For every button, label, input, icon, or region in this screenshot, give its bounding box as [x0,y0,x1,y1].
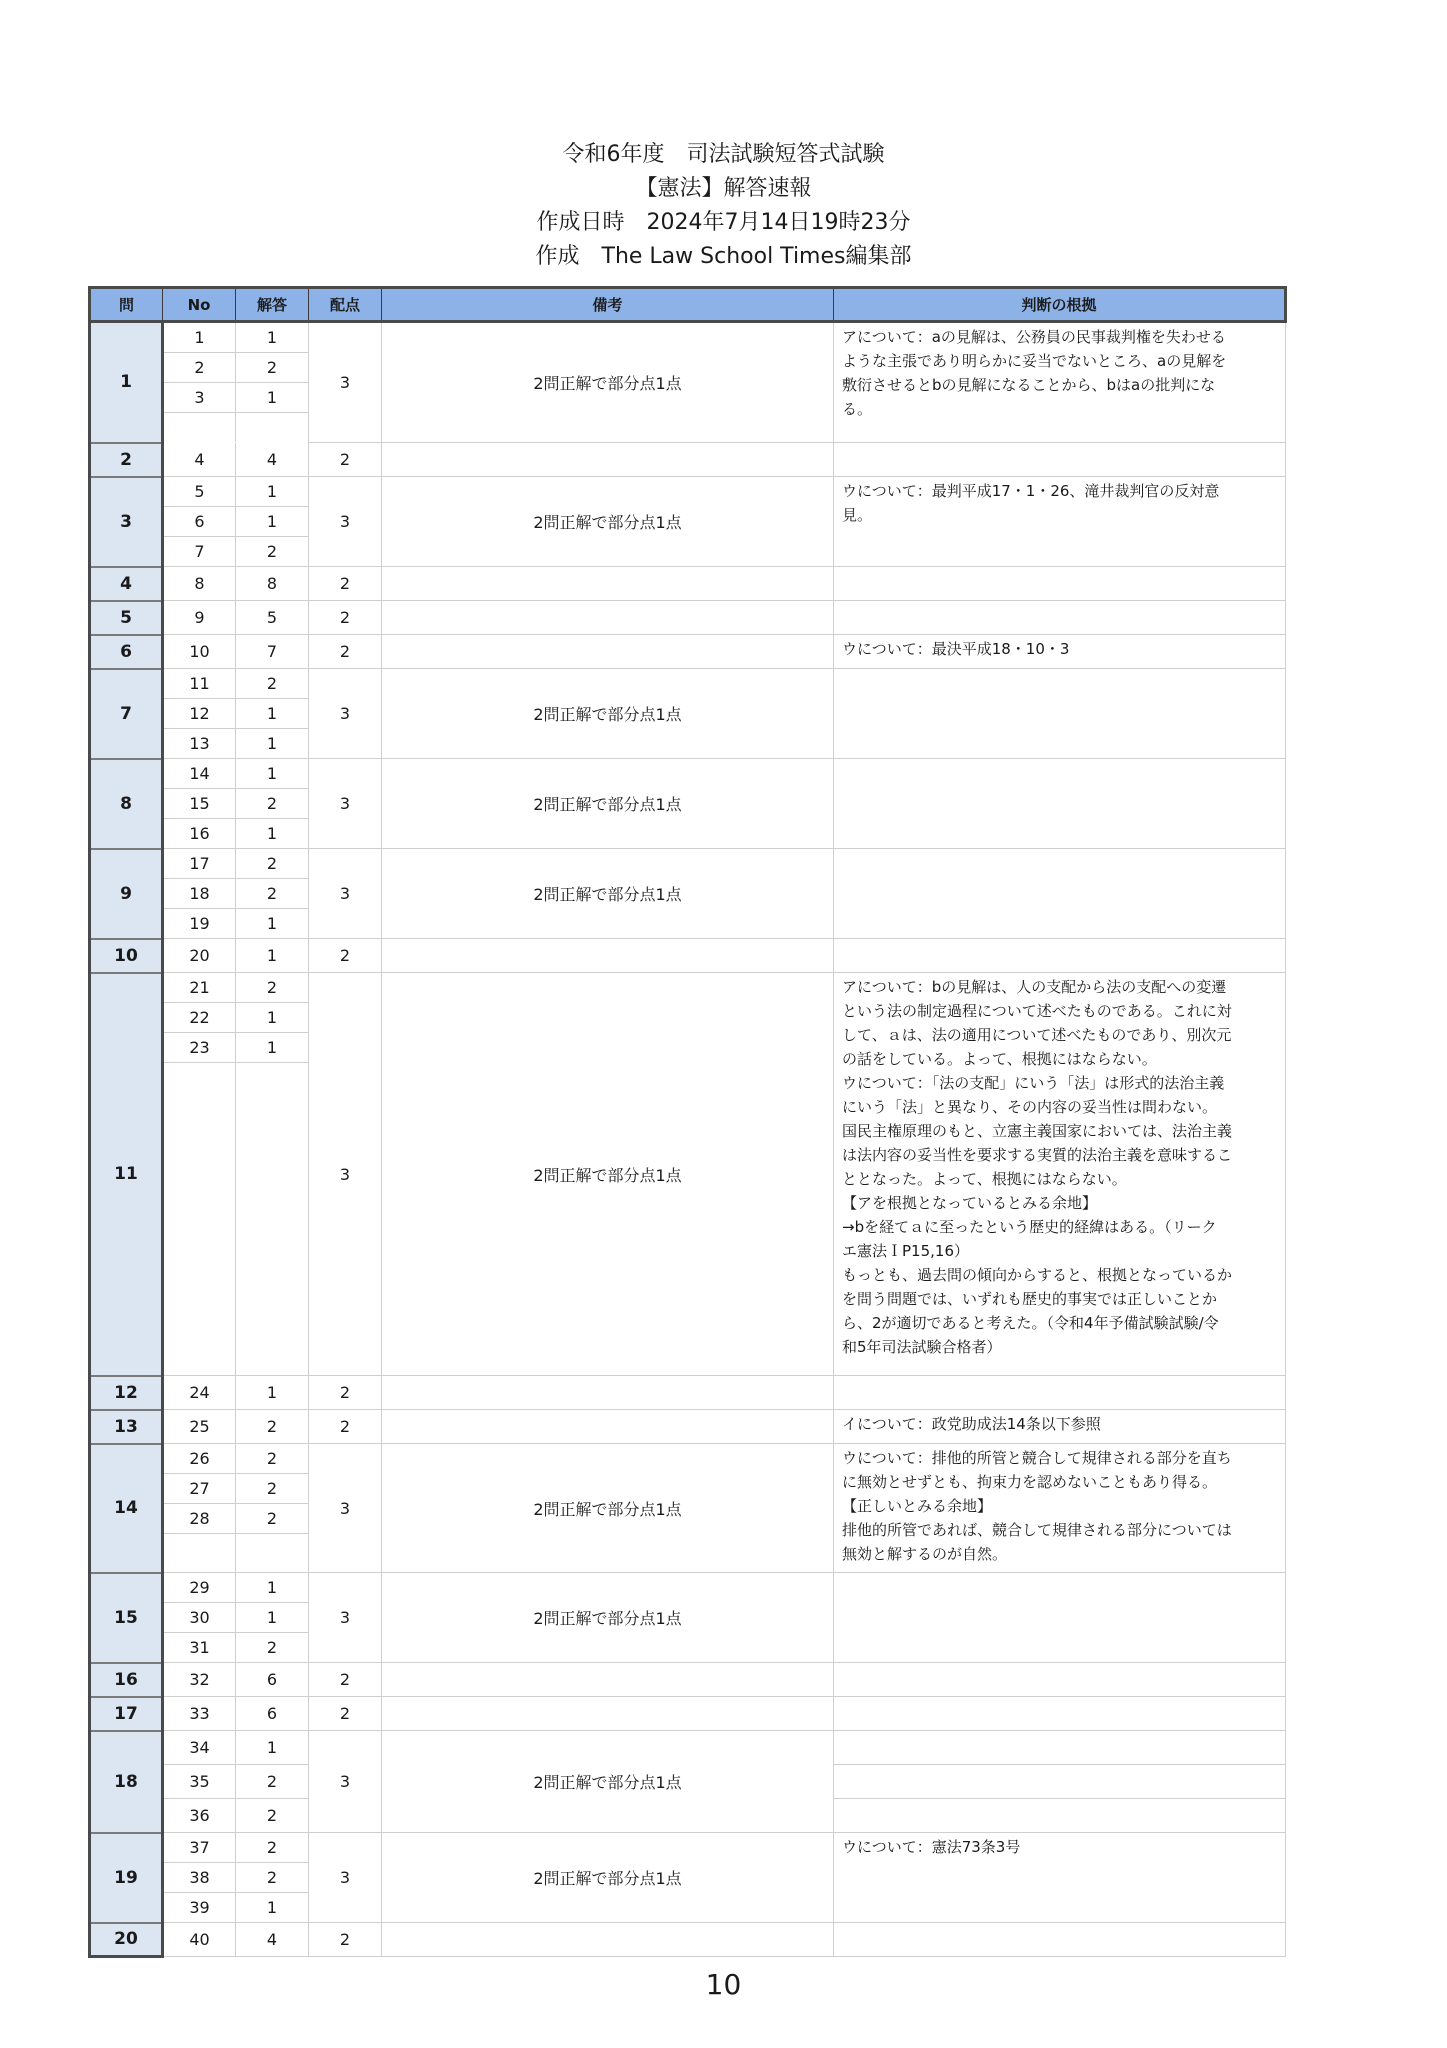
item-remarks: 2問正解で部分点1点 [382,1731,834,1833]
table-row [90,1444,1286,1474]
item-answer: 1 [236,322,309,353]
item-answer: 1 [236,939,309,973]
spacer-cell [236,413,309,443]
spacer-cell [236,1063,309,1376]
reason-line: という法の制定過程について述べたものである。これに対 [842,1002,1232,1020]
item-reason [834,1376,1286,1410]
item-no: 13 [163,729,236,759]
item-reason [834,443,1286,477]
item-score: 2 [309,939,382,973]
question-number: 6 [90,635,163,669]
item-score: 3 [309,322,382,443]
item-score: 3 [309,849,382,939]
item-remarks [382,1697,834,1731]
item-reason [834,759,1286,849]
reason-line: アについて：bの見解は、人の支配から法の支配への変遷 [842,978,1227,996]
question-number: 11 [90,973,163,1376]
question-number: 13 [90,1410,163,1444]
item-reason [834,1573,1286,1663]
table-row [90,1573,1286,1603]
item-no: 38 [163,1863,236,1893]
question-number: 7 [90,669,163,759]
question-number: 8 [90,759,163,849]
item-remarks [382,567,834,601]
table-header-row [90,288,1286,322]
page-number: 10 [705,1968,742,2001]
item-answer: 4 [236,443,309,477]
item-remarks [382,939,834,973]
table-row [90,567,1286,601]
item-answer: 2 [236,1799,309,1833]
item-reason [834,567,1286,601]
item-no: 2 [163,353,236,383]
item-answer: 1 [236,1003,309,1033]
item-reason [834,1765,1286,1799]
item-no: 19 [163,909,236,939]
item-no: 39 [163,1893,236,1923]
item-answer: 1 [236,507,309,537]
item-answer: 2 [236,1863,309,1893]
item-no: 12 [163,699,236,729]
item-no: 10 [163,635,236,669]
reason-line: は法内容の妥当性を要求する実質的法治主義を意味するこ [842,1146,1233,1164]
item-no: 15 [163,789,236,819]
item-answer: 2 [236,789,309,819]
item-score: 2 [309,443,382,477]
item-no: 20 [163,939,236,973]
item-reason [834,1799,1286,1833]
table-row [90,1833,1286,1863]
col-remarks: 備考 [382,288,834,322]
item-answer: 2 [236,669,309,699]
item-no: 16 [163,819,236,849]
reason-line: 国民主権原理のもと、立憲主義国家においては、法治主義 [842,1122,1233,1140]
item-remarks: 2問正解で部分点1点 [382,973,834,1376]
reason-line: を問う問題では、いずれも歴史的事実では正しいことか [842,1290,1218,1308]
reason-line: アについて：aの見解は、公務員の民事裁判権を失わせる [842,328,1226,346]
item-remarks: 2問正解で部分点1点 [382,759,834,849]
subject-title: 【憲法】解答速報 [635,176,812,201]
item-score: 2 [309,1376,382,1410]
item-no: 24 [163,1376,236,1410]
item-remarks [382,443,834,477]
created-datetime: 作成日時 2024年7月14日19時23分 [536,210,911,235]
item-no: 1 [163,322,236,353]
item-reason [834,635,1286,669]
question-number: 2 [90,443,163,477]
question-number: 10 [90,939,163,973]
item-no: 34 [163,1731,236,1765]
item-reason [834,477,1286,567]
table-row [90,1663,1286,1697]
item-answer: 5 [236,601,309,635]
author: 作成 The Law School Times編集部 [535,244,912,269]
col-score: 配点 [309,288,382,322]
answer-table [88,286,1287,1958]
item-answer: 4 [236,1923,309,1957]
table-row [90,759,1286,789]
item-score: 2 [309,1923,382,1957]
item-answer: 1 [236,909,309,939]
item-answer: 2 [236,973,309,1003]
item-answer: 6 [236,1697,309,1731]
table-row [90,1410,1286,1444]
item-no: 7 [163,537,236,567]
item-answer: 2 [236,1833,309,1863]
item-no: 37 [163,1833,236,1863]
table-row [90,601,1286,635]
item-reason [834,669,1286,759]
table-row [90,322,1286,353]
item-answer: 8 [236,567,309,601]
table-row [90,1376,1286,1410]
question-number: 15 [90,1573,163,1663]
item-reason [834,601,1286,635]
col-question: 問 [90,288,163,322]
item-answer: 1 [236,1573,309,1603]
item-no: 40 [163,1923,236,1957]
question-number: 17 [90,1697,163,1731]
item-answer: 2 [236,1633,309,1663]
reason-line: ととなった。よって、根拠にはならない。 [842,1170,1127,1188]
item-reason [834,973,1286,1376]
question-number: 5 [90,601,163,635]
item-no: 25 [163,1410,236,1444]
item-no: 14 [163,759,236,789]
reason-line: して、ａは、法の適用について述べたものであり、別次元 [842,1026,1232,1044]
item-remarks [382,1376,834,1410]
item-reason [834,1444,1286,1573]
item-no: 33 [163,1697,236,1731]
table-row [90,939,1286,973]
item-no: 21 [163,973,236,1003]
item-answer: 1 [236,819,309,849]
reason-line: る。 [842,400,873,418]
reason-line: 敷衍させるとbの見解になることから、bはaの批判にな [842,376,1216,394]
item-answer: 2 [236,1765,309,1799]
item-remarks [382,601,834,635]
reason-line: イについて：政党助成法14条以下参照 [842,1415,1101,1433]
item-reason [834,1410,1286,1444]
item-answer: 2 [236,1474,309,1504]
reason-line: の話をしている。よって、根拠にはならない。 [842,1050,1157,1068]
item-no: 18 [163,879,236,909]
item-remarks: 2問正解で部分点1点 [382,669,834,759]
item-score: 3 [309,669,382,759]
item-answer: 2 [236,849,309,879]
item-no: 30 [163,1603,236,1633]
item-answer: 2 [236,879,309,909]
item-answer: 1 [236,1893,309,1923]
item-answer: 1 [236,1033,309,1063]
spacer-cell [163,1534,236,1573]
item-score: 3 [309,1731,382,1833]
item-score: 3 [309,759,382,849]
question-number: 3 [90,477,163,567]
item-score: 2 [309,601,382,635]
item-answer: 2 [236,1444,309,1474]
item-reason [834,322,1286,443]
reason-line: ウについて：最判平成17・1・26、滝井裁判官の反対意 [842,482,1220,500]
question-number: 16 [90,1663,163,1697]
item-no: 28 [163,1504,236,1534]
reason-line: ら、2が適切であると考えた。（令和4年予備試験試験/令 [842,1314,1219,1332]
item-answer: 1 [236,383,309,413]
reason-line: ウについて：憲法73条3号 [842,1838,1021,1856]
reason-line: エ憲法ＩP15,16） [842,1242,969,1260]
item-score: 3 [309,1444,382,1573]
item-no: 27 [163,1474,236,1504]
item-reason [834,939,1286,973]
reason-line: ウについて：排他的所管と競合して規律される部分を直ち [842,1449,1232,1467]
item-no: 29 [163,1573,236,1603]
reason-line: ウについて：最決平成18・10・3 [842,640,1070,658]
item-no: 11 [163,669,236,699]
item-score: 3 [309,973,382,1376]
table-row [90,1731,1286,1765]
item-score: 2 [309,1410,382,1444]
item-remarks [382,1410,834,1444]
item-no: 5 [163,477,236,507]
question-number: 19 [90,1833,163,1923]
reason-line: にいう「法」と異なり、その内容の妥当性は問わない。 [842,1098,1218,1116]
item-score: 3 [309,477,382,567]
table-row [90,1923,1286,1957]
item-score: 2 [309,567,382,601]
item-reason [834,1923,1286,1957]
question-number: 1 [90,322,163,443]
item-reason [834,1731,1286,1765]
item-answer: 2 [236,1504,309,1534]
reason-line: 和5年司法試験合格者） [842,1338,1002,1356]
item-no: 8 [163,567,236,601]
item-no: 17 [163,849,236,879]
item-answer: 1 [236,729,309,759]
exam-title: 令和6年度 司法試験短答式試験 [562,142,885,167]
question-number: 20 [90,1923,163,1957]
item-reason [834,1697,1286,1731]
item-reason [834,1663,1286,1697]
question-number: 18 [90,1731,163,1833]
table-row [90,477,1286,507]
item-reason [834,1833,1286,1923]
item-answer: 1 [236,477,309,507]
item-no: 9 [163,601,236,635]
reason-line: もっとも、過去問の傾向からすると、根拠となっているか [842,1266,1233,1284]
item-answer: 2 [236,537,309,567]
table-row [90,669,1286,699]
item-no: 32 [163,1663,236,1697]
col-reason: 判断の根拠 [834,288,1286,322]
item-no: 36 [163,1799,236,1833]
item-answer: 7 [236,635,309,669]
col-answer: 解答 [236,288,309,322]
reason-line: ウについて：「法の支配」にいう「法」は形式的法治主義 [842,1074,1225,1092]
reason-line: 見。 [842,506,873,524]
question-number: 12 [90,1376,163,1410]
table-row [90,973,1286,1003]
document-title [0,138,1447,274]
spacer-cell [163,413,236,443]
item-no: 26 [163,1444,236,1474]
item-remarks: 2問正解で部分点1点 [382,322,834,443]
item-answer: 6 [236,1663,309,1697]
question-number: 14 [90,1444,163,1573]
reason-line: 【アを根拠となっているとみる余地】 [842,1194,1098,1212]
spacer-cell [236,1534,309,1573]
item-remarks: 2問正解で部分点1点 [382,849,834,939]
item-answer: 1 [236,1603,309,1633]
question-number: 4 [90,567,163,601]
item-answer: 2 [236,1410,309,1444]
item-remarks [382,1923,834,1957]
item-score: 3 [309,1573,382,1663]
reason-line: 排他的所管であれば、競合して規律される部分については [842,1521,1232,1539]
reason-line: に無効とせずとも、拘束力を認めないこともあり得る。 [842,1473,1218,1491]
spacer-cell [163,1063,236,1376]
item-remarks: 2問正解で部分点1点 [382,1833,834,1923]
item-score: 2 [309,1697,382,1731]
table-row [90,1697,1286,1731]
table-row [90,635,1286,669]
reason-line: →bを経てａに至ったという歴史的経緯はある。（リーク [842,1218,1217,1236]
question-number: 9 [90,849,163,939]
item-answer: 1 [236,759,309,789]
item-remarks: 2問正解で部分点1点 [382,1573,834,1663]
item-score: 3 [309,1833,382,1923]
col-no: No [163,288,236,322]
item-answer: 1 [236,1731,309,1765]
item-score: 2 [309,635,382,669]
reason-line: ような主張であり明らかに妥当でないところ、aの見解を [842,352,1227,370]
item-remarks: 2問正解で部分点1点 [382,477,834,567]
item-no: 4 [163,443,236,477]
item-no: 6 [163,507,236,537]
item-no: 3 [163,383,236,413]
item-no: 35 [163,1765,236,1799]
item-answer: 1 [236,1376,309,1410]
reason-line: 無効と解するのが自然。 [842,1545,1008,1563]
reason-line: 【正しいとみる余地】 [842,1497,993,1515]
item-no: 31 [163,1633,236,1663]
item-remarks [382,635,834,669]
item-score: 2 [309,1663,382,1697]
table-row [90,443,1286,477]
item-remarks [382,1663,834,1697]
item-answer: 1 [236,699,309,729]
item-answer: 2 [236,353,309,383]
item-no: 23 [163,1033,236,1063]
item-reason [834,849,1286,939]
item-no: 22 [163,1003,236,1033]
item-remarks: 2問正解で部分点1点 [382,1444,834,1573]
table-row [90,849,1286,879]
